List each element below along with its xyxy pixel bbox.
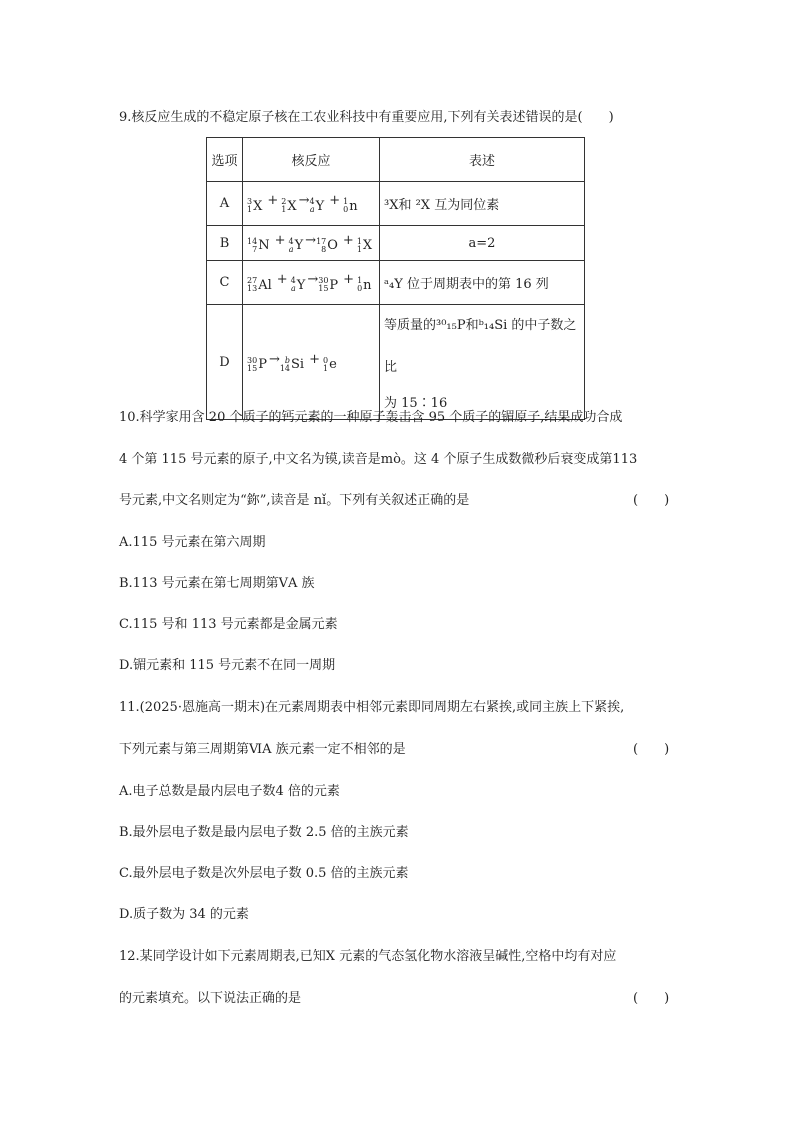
q11-option-c: C.最外层电子数是次外层电子数 0.5 倍的主族元素	[119, 866, 409, 881]
q10-stem-line2: 4 个第 115 号元素的原子,中文名为镆,读音是mò。这 4 个原子生成数微秒后衰变成第113	[119, 452, 638, 467]
q10-option-b: B.113 号元素在第七周期第ⅤA 族	[119, 576, 315, 591]
reaction-formula: 27 13 Al + 4 a Y → 30 15 P + 1 0 n	[243, 261, 380, 305]
option-label: A	[207, 182, 243, 226]
q11-option-a: A.电子总数是最内层电子数4 倍的元素	[119, 784, 340, 799]
q12-stem-line2: 的元素填充。以下说法正确的是	[119, 991, 302, 1006]
description: a=2	[380, 226, 585, 261]
q10-stem-line1: 10.科学家用含 20 个质子的钙元素的一种原子轰击含 95 个质子的镅原子,结果成功合成	[119, 410, 623, 425]
q10-stem-line3: 号元素,中文名则定为“鉨”,读音是 nǐ。下列有关叙述正确的是	[119, 493, 470, 508]
q11-option-d: D.质子数为 34 的元素	[119, 907, 249, 922]
q11-option-b: B.最外层电子数是最内层电子数 2.5 倍的主族元素	[119, 825, 409, 840]
description-line: 为 15∶16	[384, 396, 448, 411]
q11-stem-line2: 下列元素与第三周期第ⅥA 族元素一定不相邻的是	[119, 742, 406, 757]
description-line: 等质量的³⁰₁₅P和ᵇ₁₄Si 的中子数之比	[384, 318, 577, 375]
reaction-formula: 3 1 X + 2 1 X → 4 a Y + 1 0 n	[243, 182, 380, 226]
answer-paren: ( )	[633, 742, 670, 757]
header-reaction: 核反应	[243, 138, 380, 182]
table-row	[207, 261, 585, 305]
q11-stem-line1: 11.(2025·恩施高一期末)在元素周期表中相邻元素即同周期左右紧挨,或同主族上下紧挨,	[119, 700, 625, 715]
reaction-formula: 30 15 P → b 14 Si + 0 1 e	[243, 305, 380, 420]
answer-paren: ( )	[633, 991, 670, 1006]
description	[380, 305, 585, 420]
description: ᵃ₄Y 位于周期表中的第 16 列	[380, 261, 585, 305]
option-label: C	[207, 261, 243, 305]
q9-table	[206, 137, 585, 420]
table-row	[207, 226, 585, 261]
table-header-row	[207, 138, 585, 182]
answer-paren: ( )	[633, 493, 670, 508]
q10-option-a: A.115 号元素在第六周期	[119, 535, 266, 550]
option-label: B	[207, 226, 243, 261]
header-option: 选项	[207, 138, 243, 182]
q10-option-c: C.115 号和 113 号元素都是金属元素	[119, 617, 338, 632]
option-label: D	[207, 305, 243, 420]
table-row	[207, 305, 585, 420]
reaction-formula: 14 7 N + 4 a Y → 17 8 O + 1 1 X	[243, 226, 380, 261]
description: ³X和 ²X 互为同位素	[380, 182, 585, 226]
q12-stem-line1: 12.某同学设计如下元素周期表,已知X 元素的气态氢化物水溶液呈碱性,空格中均有对应	[119, 949, 617, 964]
header-description: 表述	[380, 138, 585, 182]
q10-option-d: D.镅元素和 115 号元素不在同一周期	[119, 658, 336, 673]
q9-stem: 9.核反应生成的不稳定原子核在工农业科技中有重要应用,下列有关表述错误的是( )	[119, 110, 614, 125]
table-row	[207, 182, 585, 226]
